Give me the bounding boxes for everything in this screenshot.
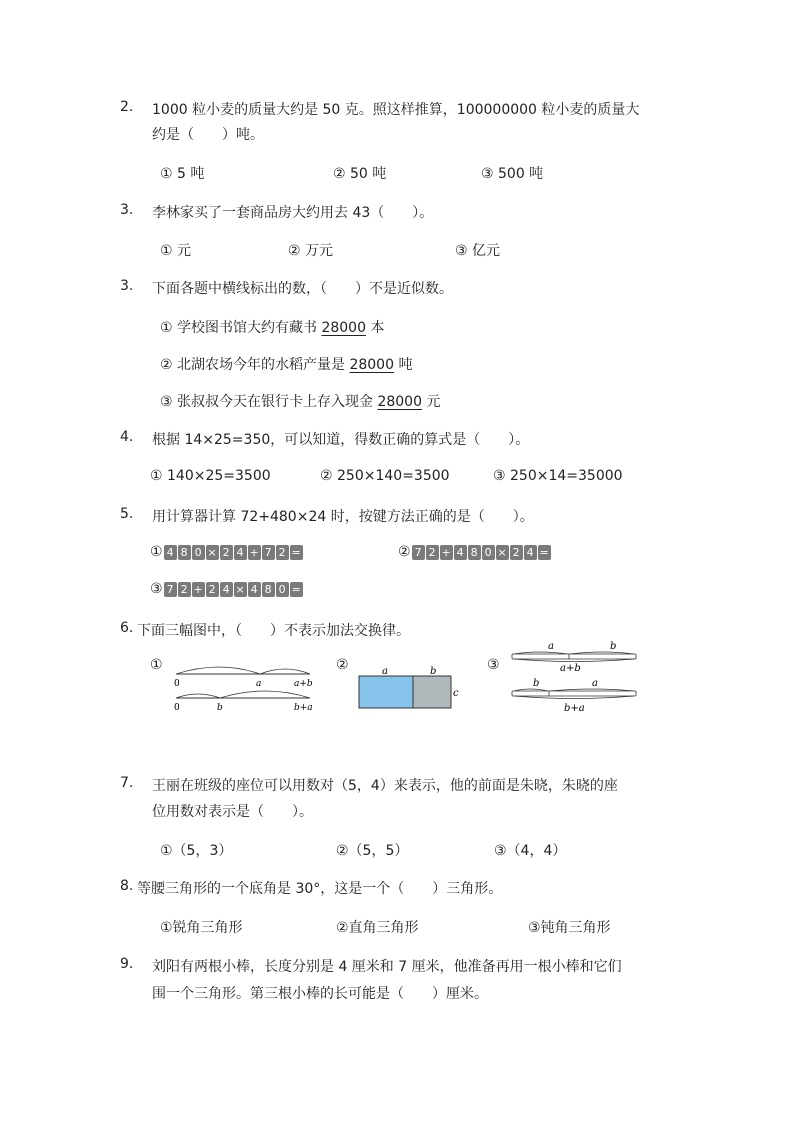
option-1[interactable]	[150, 544, 304, 560]
option-3[interactable]	[150, 581, 304, 597]
calculator-key: 2	[276, 545, 289, 560]
calculator-key: 2	[510, 545, 523, 560]
calculator-key: 2	[426, 545, 439, 560]
calculator-key: 4	[248, 582, 261, 597]
calculator-key: 8	[178, 545, 191, 560]
option-3[interactable]: ③钝角三角形	[528, 920, 611, 936]
question-text: 根据 14×25=350，可以知道，得数正确的算式是（ ）。	[152, 432, 530, 448]
calculator-key: 2	[206, 582, 219, 597]
calculator-key: +	[441, 545, 451, 559]
calculator-key: 0	[192, 545, 205, 560]
calculator-key: ×	[235, 582, 245, 596]
fig3-label: a	[592, 678, 598, 689]
figure-1-mark[interactable]: ①	[150, 657, 163, 673]
bar-figure	[508, 638, 643, 716]
calculator-key: 4	[524, 545, 537, 560]
calculator-key: =	[291, 582, 301, 596]
question-text: 刘阳有两根小棒，长度分别是 4 厘米和 7 厘米，他准备再用一根小棒和它们	[152, 959, 622, 975]
option-text: ③ 张叔叔今天在银行卡上存入现金	[160, 394, 378, 410]
option-mark: ③	[150, 581, 163, 597]
option-3[interactable]: ③（4，4）	[494, 843, 567, 859]
option-1[interactable]: ①（5，3）	[160, 843, 233, 859]
calculator-key: 7	[262, 545, 275, 560]
question-number: 8.	[120, 878, 134, 894]
option-text: ② 北湖农场今年的水稻产量是	[160, 357, 350, 373]
fig3-label: a	[548, 641, 554, 652]
option-2[interactable]	[160, 354, 412, 374]
fig1-top-label: a+b	[294, 679, 313, 689]
calculator-key: 2	[220, 545, 233, 560]
question-number: 9.	[120, 956, 134, 972]
calculator-key: +	[193, 582, 203, 596]
option-1[interactable]: ①锐角三角形	[160, 920, 243, 936]
fig1-bottom-label: b	[217, 703, 223, 713]
rect-a	[359, 676, 413, 708]
fig1-top-label: 0	[174, 679, 180, 689]
option-2[interactable]: ② 万元	[288, 243, 334, 259]
question-text: 1000 粒小麦的质量大约是 50 克。照这样推算，100000000 粒小麦的质量大	[152, 102, 640, 118]
fig2-label: b	[430, 666, 437, 677]
option-mark: ②	[398, 544, 411, 560]
question-number: 3.	[120, 202, 134, 218]
fig3-label: a+b	[560, 663, 581, 674]
option-1[interactable]: ① 元	[160, 243, 192, 259]
calculator-key: 8	[468, 545, 481, 560]
option-1[interactable]: ① 5 吨	[160, 166, 205, 182]
calculator-key: 8	[262, 582, 275, 597]
question-number: 4.	[120, 429, 134, 445]
option-2[interactable]: ②直角三角形	[336, 920, 419, 936]
question-text: 等腰三角形的一个底角是 30°，这是一个（ ）三角形。	[137, 881, 503, 897]
calculator-key: =	[539, 545, 549, 559]
fig3-label: b	[610, 641, 617, 652]
option-text: 本	[366, 320, 385, 336]
calculator-key: ×	[497, 545, 507, 559]
fig2-label: c	[453, 688, 459, 699]
fig1-bottom-label: 0	[174, 703, 180, 713]
figure-2-mark[interactable]: ②	[336, 657, 349, 673]
question-text: 下面各题中横线标出的数，（ ）不是近似数。	[152, 281, 453, 297]
calculator-key: 4	[220, 582, 233, 597]
calculator-key: 2	[178, 582, 191, 597]
option-2[interactable]: ② 250×140=3500	[320, 468, 450, 484]
calculator-key: 7	[164, 582, 177, 597]
calculator-key: =	[291, 545, 301, 559]
option-1[interactable]: ① 140×25=3500	[150, 468, 271, 484]
question-number: 2.	[120, 99, 134, 115]
calculator-key: 7	[412, 545, 425, 560]
option-2[interactable]: ②（5，5）	[336, 843, 409, 859]
option-text: 吨	[394, 357, 413, 373]
question-text: 王丽在班级的座位可以用数对（5，4）来表示，他的前面是朱晓，朱晓的座	[152, 778, 618, 794]
calculator-key: 4	[164, 545, 177, 560]
question-text: 位用数对表示是（ ）。	[152, 804, 313, 820]
option-3[interactable]: ③ 500 吨	[481, 166, 544, 182]
calculator-key: 0	[482, 545, 495, 560]
question-number: 7.	[120, 775, 134, 791]
option-1[interactable]	[160, 317, 384, 337]
calculator-key: 4	[234, 545, 247, 560]
question-text: 下面三幅图中，（ ）不表示加法交换律。	[137, 623, 410, 639]
fig2-label: a	[382, 666, 388, 677]
option-3[interactable]: ③ 250×14=35000	[493, 468, 623, 484]
calculator-key: 4	[454, 545, 467, 560]
underlined-number: 28000	[377, 394, 422, 410]
underlined-number: 28000	[321, 320, 366, 336]
underlined-number: 28000	[349, 357, 394, 373]
option-2[interactable]: ② 50 吨	[333, 166, 387, 182]
question-text: 用计算器计算 72+480×24 时，按键方法正确的是（ ）。	[152, 509, 534, 525]
question-text: 李林家买了一套商品房大约用去 43（ ）。	[152, 205, 434, 221]
question-number: 5.	[120, 506, 134, 522]
calculator-key: ×	[207, 545, 217, 559]
fig3-label: b	[533, 678, 540, 689]
question-number: 3.	[120, 278, 134, 294]
option-3[interactable]: ③ 亿元	[455, 243, 501, 259]
calculator-key: +	[249, 545, 259, 559]
fig1-top-label: a	[256, 679, 262, 689]
question-number: 6.	[120, 620, 134, 636]
calculator-key: 0	[276, 582, 289, 597]
question-text: 约是（ ）吨。	[152, 127, 264, 143]
option-3[interactable]	[160, 391, 440, 411]
option-mark: ①	[150, 544, 163, 560]
option-text: ① 学校图书馆大约有藏书	[160, 320, 322, 336]
option-2[interactable]	[398, 544, 552, 560]
fig3-label: b+a	[564, 703, 585, 714]
rect-b	[413, 676, 451, 708]
number-line-figure	[170, 660, 320, 715]
figure-3-mark[interactable]: ③	[487, 657, 500, 673]
option-text: 元	[422, 394, 441, 410]
question-text: 围一个三角形。第三根小棒的长可能是（ ）厘米。	[152, 986, 488, 1002]
fig1-bottom-label: b+a	[294, 703, 313, 713]
rectangle-figure	[355, 664, 465, 712]
